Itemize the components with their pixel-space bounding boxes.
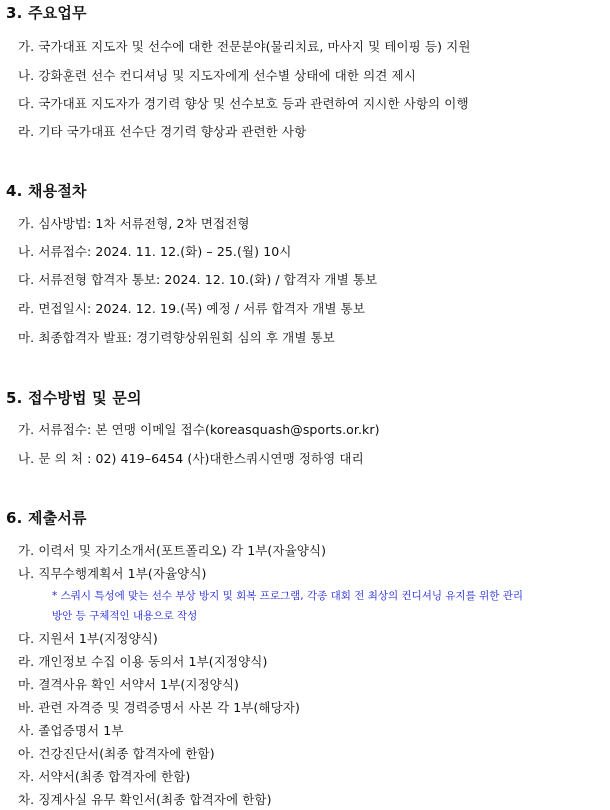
list-item: 사. 졸업증명서 1부 <box>18 723 124 738</box>
list-item: 마. 최종합격자 발표: 경기력향상위원회 심의 후 개별 통보 <box>18 330 335 345</box>
list-item: 라. 기타 국가대표 선수단 경기력 향상과 관련한 사항 <box>18 124 307 139</box>
list-item: 바. 관련 자격증 및 경력증명서 사본 각 1부(해당자) <box>18 700 300 715</box>
list-item: 다. 서류전형 합격자 통보: 2024. 12. 10.(화) / 합격자 개별 통보 <box>18 272 378 287</box>
list-item: 가. 국가대표 지도자 및 선수에 대한 전문분야(물리치료, 마사지 및 테이핑 등) 지원 <box>18 39 471 54</box>
section-heading-documents: 6. 제출서류 <box>6 509 87 527</box>
list-item: 나. 강화훈련 선수 컨디셔닝 및 지도자에게 선수별 상태에 대한 의견 제시 <box>18 68 416 83</box>
list-item: 다. 국가대표 지도자가 경기력 향상 및 선수보호 등과 관련하여 지시한 사항의 이행 <box>18 96 469 111</box>
list-item: 라. 면접일시: 2024. 12. 19.(목) 예정 / 서류 합격자 개별 통보 <box>18 301 366 316</box>
note-line: * 스쿼시 특성에 맞는 선수 부상 방지 및 회복 프로그램, 각종 대회 전 최상의 컨디셔닝 유지를 위한 관리 <box>52 590 524 602</box>
list-item: 나. 서류접수: 2024. 11. 12.(화) – 25.(월) 10시 <box>18 244 292 259</box>
list-item: 다. 지원서 1부(지정양식) <box>18 631 158 646</box>
section-heading-hiring-process: 4. 채용절차 <box>6 182 87 200</box>
list-item: 가. 서류접수: 본 연맹 이메일 접수(koreasquash@sports.or.kr) <box>18 422 380 437</box>
list-item: 자. 서약서(최종 합격자에 한함) <box>18 769 191 784</box>
list-item: 아. 건강진단서(최종 합격자에 한함) <box>18 746 215 761</box>
list-item: 차. 징계사실 유무 확인서(최종 합격자에 한함) <box>18 792 272 807</box>
list-item: 라. 개인정보 수집 이용 동의서 1부(지정양식) <box>18 654 268 669</box>
list-item: 마. 결격사유 확인 서약서 1부(지정양식) <box>18 677 239 692</box>
list-item: 가. 이력서 및 자기소개서(포트폴리오) 각 1부(자율양식) <box>18 543 327 558</box>
list-item: 나. 직무수행계획서 1부(자율양식) <box>18 566 207 581</box>
note-line: 방안 등 구체적인 내용으로 작성 <box>52 610 198 622</box>
list-item: 가. 심사방법: 1차 서류전형, 2차 면접전형 <box>18 216 250 231</box>
section-heading-application: 5. 접수방법 및 문의 <box>6 389 142 407</box>
list-item: 나. 문 의 처 : 02) 419–6454 (사)대한스쿼시연맹 정하영 대리 <box>18 451 364 466</box>
section-heading-duties: 3. 주요업무 <box>6 4 87 22</box>
